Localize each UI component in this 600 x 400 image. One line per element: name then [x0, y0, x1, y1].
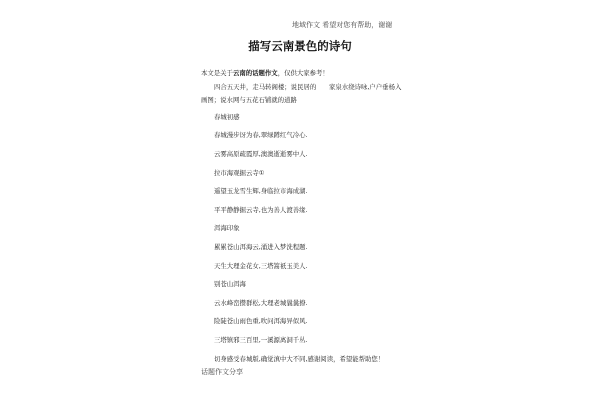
footer-note: 话题作文分享: [201, 368, 243, 376]
poem-line: 累累苍山洱海云,涌进入梦洗程题.: [214, 242, 308, 251]
document-body: [201, 67, 411, 368]
poem-line: 云雾高原疏霞厚,澳澳逝逝雾中人.: [214, 149, 308, 158]
intro-line: [201, 67, 411, 81]
poem-lines: [201, 108, 411, 368]
poem-line: 拉市海观掘云寺①: [214, 168, 265, 177]
poem-line: 天生大理金花女,三塔篙祇玉美人.: [214, 261, 308, 270]
poem-line: 险陡苍山雨色重,吹问洱海异似风.: [214, 317, 308, 326]
poem-line: 遥望玉龙雪生辉,身临拉市海成湖.: [214, 187, 308, 196]
poem-line: 洱海印象: [214, 224, 240, 233]
header-note: 地域作文 希望对您有帮助，谢谢: [292, 21, 393, 29]
intro-pre: 本文是关于: [201, 69, 233, 77]
body-paragraph: 四合五天井，走马转阁楼；说民居的 家泉水绕诗咏,户户垂杨入画图；说水网与五花石铺就的道路: [201, 82, 402, 105]
poem-line: 别苍山洱海: [214, 280, 246, 289]
poem-line: 三塔镇邪三百里,一溪源离洞千丛.: [214, 335, 308, 344]
poem-line: 切身感受春城版,确觉滇中大不同,感谢阅读，希望能帮助您！: [214, 354, 385, 363]
poem-line: 云水峰峦攒群松,大理老城曩曩撩.: [214, 298, 308, 307]
poem-line: 平平静静掘云寺,也为善人渡善缘.: [214, 205, 308, 214]
page-title: 描写云南景色的诗句: [248, 39, 352, 53]
intro-topic: 云南的话题作文: [232, 69, 278, 77]
poem-line: 春城漫步讶为春,翠绿蹲红气冷心.: [214, 131, 308, 140]
intro-post: ，仅供大家参考！: [277, 69, 329, 77]
poem-line: 春城初感: [214, 112, 240, 121]
